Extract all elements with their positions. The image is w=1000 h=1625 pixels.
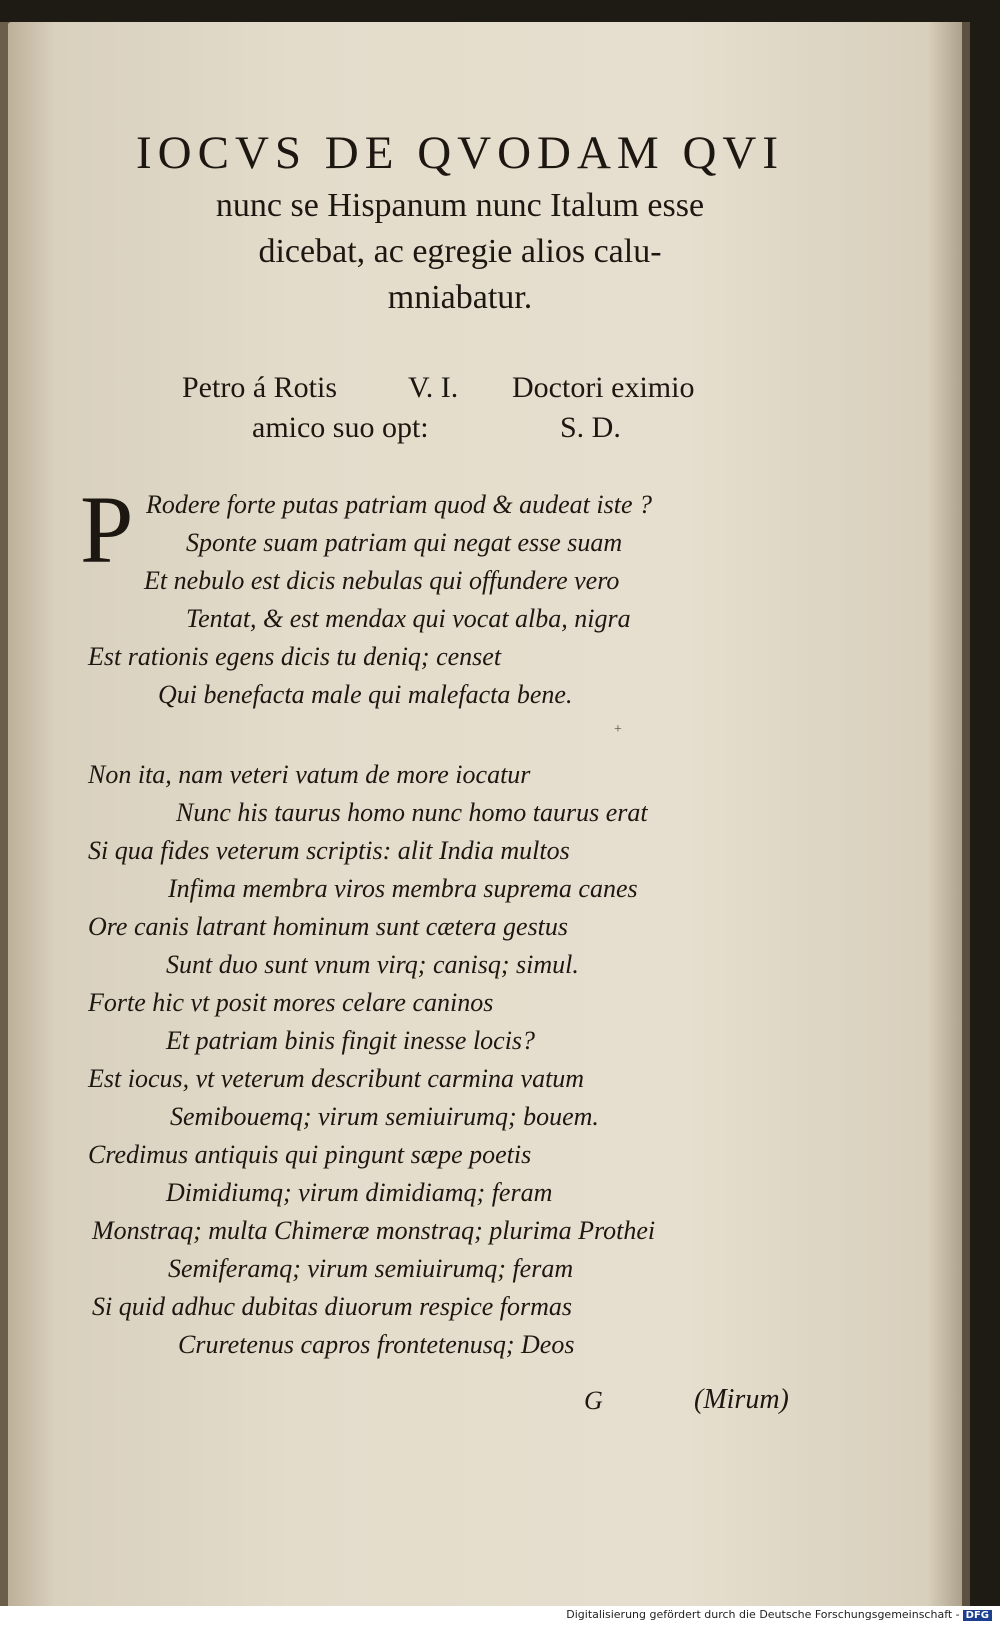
dedication-degree: V. I. [408,371,459,404]
ink-speck: + [614,722,622,737]
credit-text: Digitalisierung gefördert durch die Deutsche Forschungsgemeinschaft - [566,1608,960,1621]
dfg-logo: DFG [963,1610,992,1621]
verse-line: Semiferamq; virum semiuirumq; feram [168,1254,574,1283]
catchword: (Mirum) [694,1384,789,1415]
verse-line: Credimus antiquis qui pingunt sæpe poetis [88,1140,532,1169]
verse-line: Infima membra viros membra suprema canes [168,874,638,903]
verse-line: Forte hic vt posit mores celare caninos [88,988,494,1017]
verse-line: Qui benefacta male qui malefacta bene. [158,680,573,709]
verse-line: Si quid adhuc dubitas diuorum respice formas [92,1292,573,1321]
drop-capital: P [80,476,134,583]
dedication-name: Petro á Rotis [182,371,337,404]
dedication-title: Doctori eximio [512,371,695,404]
dedication-greeting: S. D. [560,411,621,444]
signature-mark: G [584,1386,603,1415]
verse-line: Est rationis egens dicis tu deniq; censet [88,642,502,671]
page-title: IOCVS DE QVODAM QVI [136,127,784,179]
digitization-credit [566,1608,992,1621]
title-line-3: dicebat, ac egregie alios calu- [258,233,662,270]
verse-line: Non ita, nam veteri vatum de more iocatur [88,760,531,789]
title-line-4: mniabatur. [387,279,533,316]
verse-line: Rodere forte putas patriam quod & audeat iste ? [146,490,652,519]
verse-line: Et nebulo est dicis nebulas qui offundere vero [144,566,620,595]
verse-line: Cruretenus capros frontetenusq; Deos [178,1330,575,1359]
verse-line: Nunc his taurus homo nunc homo taurus erat [176,798,648,827]
verse-line: Sunt duo sunt vnum virq; canisq; simul. [166,950,579,979]
verse-line: Et patriam binis fingit inesse locis? [166,1026,536,1055]
verse-line: Tentat, & est mendax qui vocat alba, nigra [186,604,631,633]
verse-line: Ore canis latrant hominum sunt cætera gestus [88,912,569,941]
book-edge-right [962,22,970,1610]
dedication-friend: amico suo opt: [252,411,429,444]
title-line-2: nunc se Hispanum nunc Italum esse [215,187,705,224]
verse-line: Semibouemq; virum semiuirumq; bouem. [170,1102,599,1131]
verse-line: Monstraq; multa Chimeræ monstraq; plurima Prothei [92,1216,656,1245]
verse-line: Dimidiumq; virum dimidiamq; feram [166,1178,553,1207]
verse-line: Sponte suam patriam qui negat esse suam [186,528,623,557]
verse-line: Si qua fides veterum scriptis: alit India multos [88,836,570,865]
verse-line: Est iocus, vt veterum describunt carmina vatum [88,1064,585,1093]
